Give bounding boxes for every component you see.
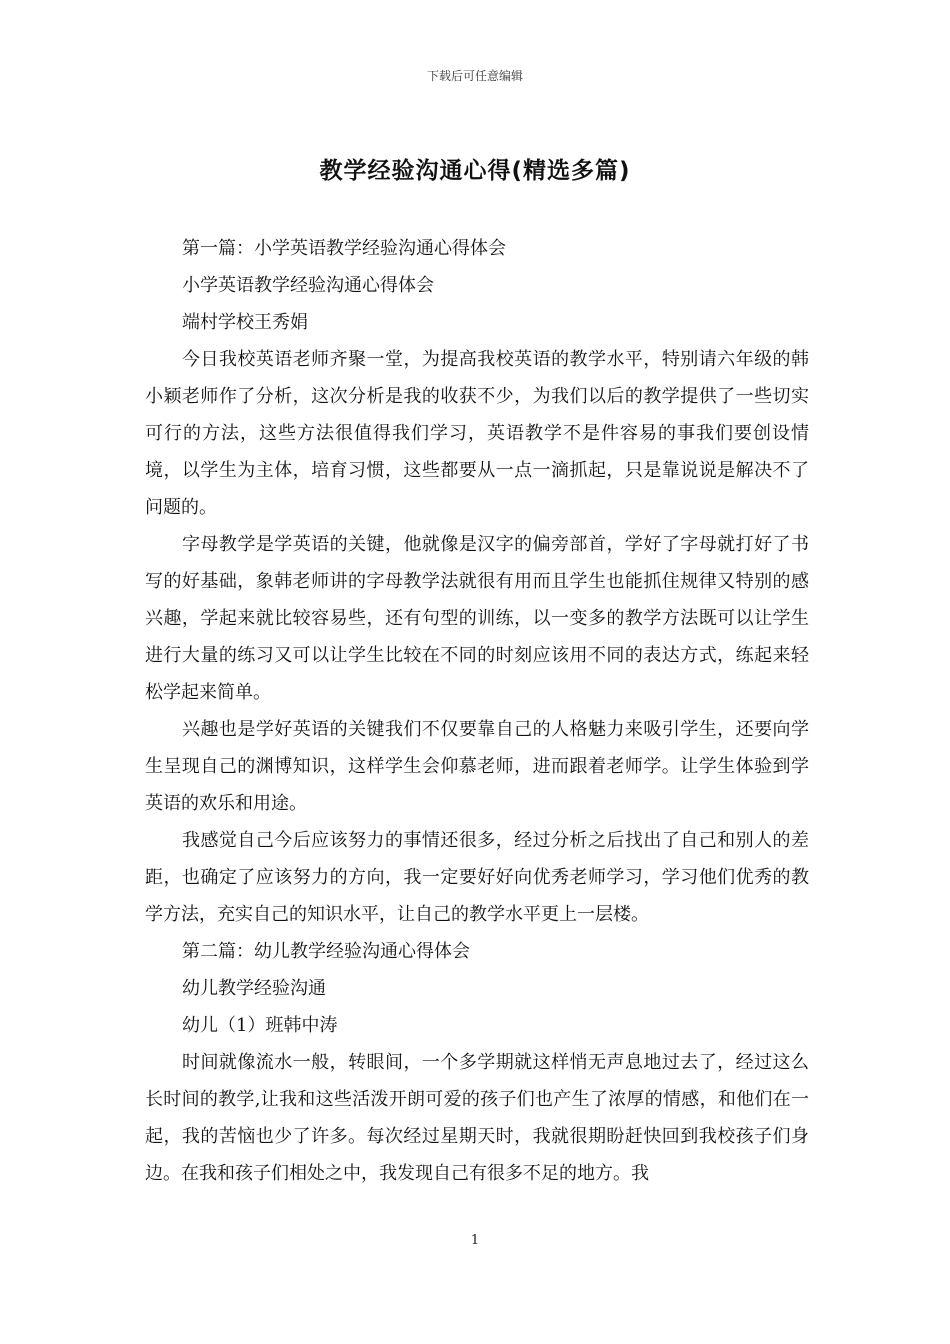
document-body <box>145 230 809 1192</box>
paragraph: 今日我校英语老师齐聚一堂，为提高我校英语的教学水平，特别请六年级的韩小颖老师作了分析，这次分析是我的收获不少，为我们以后的教学提供了一些切实可行的方法，这些方法很值得我们学习，英语教学不是件容易的事我们要创设情境，以学生为主体，培育习惯，这些都要从一点一滴抓起，只是靠说说是解决不了问题的。 <box>145 349 809 518</box>
header-note: 下载后可任意编辑 <box>426 69 523 83</box>
section-heading: 第一篇：小学英语教学经验沟通心得体会 <box>182 238 506 259</box>
page-number: 1 <box>470 1233 480 1248</box>
section-author: 幼儿（1）班韩中涛 <box>182 1015 338 1036</box>
section-heading: 第二篇：幼儿教学经验沟通心得体会 <box>182 941 470 962</box>
paragraph: 时间就像流水一般，转眼间，一个多学期就这样悄无声息地过去了，经过这么长时间的教学,让我和这些活泼开朗可爱的孩子们也产生了浓厚的情感，和他们在一起，我的苦恼也少了许多。每次经过星期天时，我就很期盼赶快回到我校孩子们身边。在我和孩子们相处之中，我发现自己有很多不足的地方。我 <box>145 1052 809 1184</box>
document-title: 教学经验沟通心得(精选多篇) <box>319 158 631 184</box>
paragraph: 我感觉自己今后应该努力的事情还很多，经过分析之后找出了自己和别人的差距，也确定了应该努力的方向，我一定要好好向优秀老师学习，学习他们优秀的教学方法，充实自己的知识水平，让自己的教学水平更上一层楼。 <box>145 830 809 925</box>
paragraph: 兴趣也是学好英语的关键我们不仅要靠自己的人格魅力来吸引学生，还要向学生呈现自己的渊博知识，这样学生会仰慕老师，进而跟着老师学。让学生体验到学英语的欢乐和用途。 <box>145 719 809 814</box>
section-subtitle: 小学英语教学经验沟通心得体会 <box>182 275 434 296</box>
section-author: 端村学校王秀娟 <box>182 312 308 333</box>
section-subtitle: 幼儿教学经验沟通 <box>182 978 326 999</box>
paragraph: 字母教学是学英语的关键，他就像是汉字的偏旁部首，学好了字母就打好了书写的好基础，象韩老师讲的字母教学法就很有用而且学生也能抓住规律又特别的感兴趣，学起来就比较容易些，还有句型的训练，以一变多的教学方法既可以让学生进行大量的练习又可以让学生比较在不同的时刻应该用不同的表达方式，练起来轻松学起来简单。 <box>145 534 809 703</box>
